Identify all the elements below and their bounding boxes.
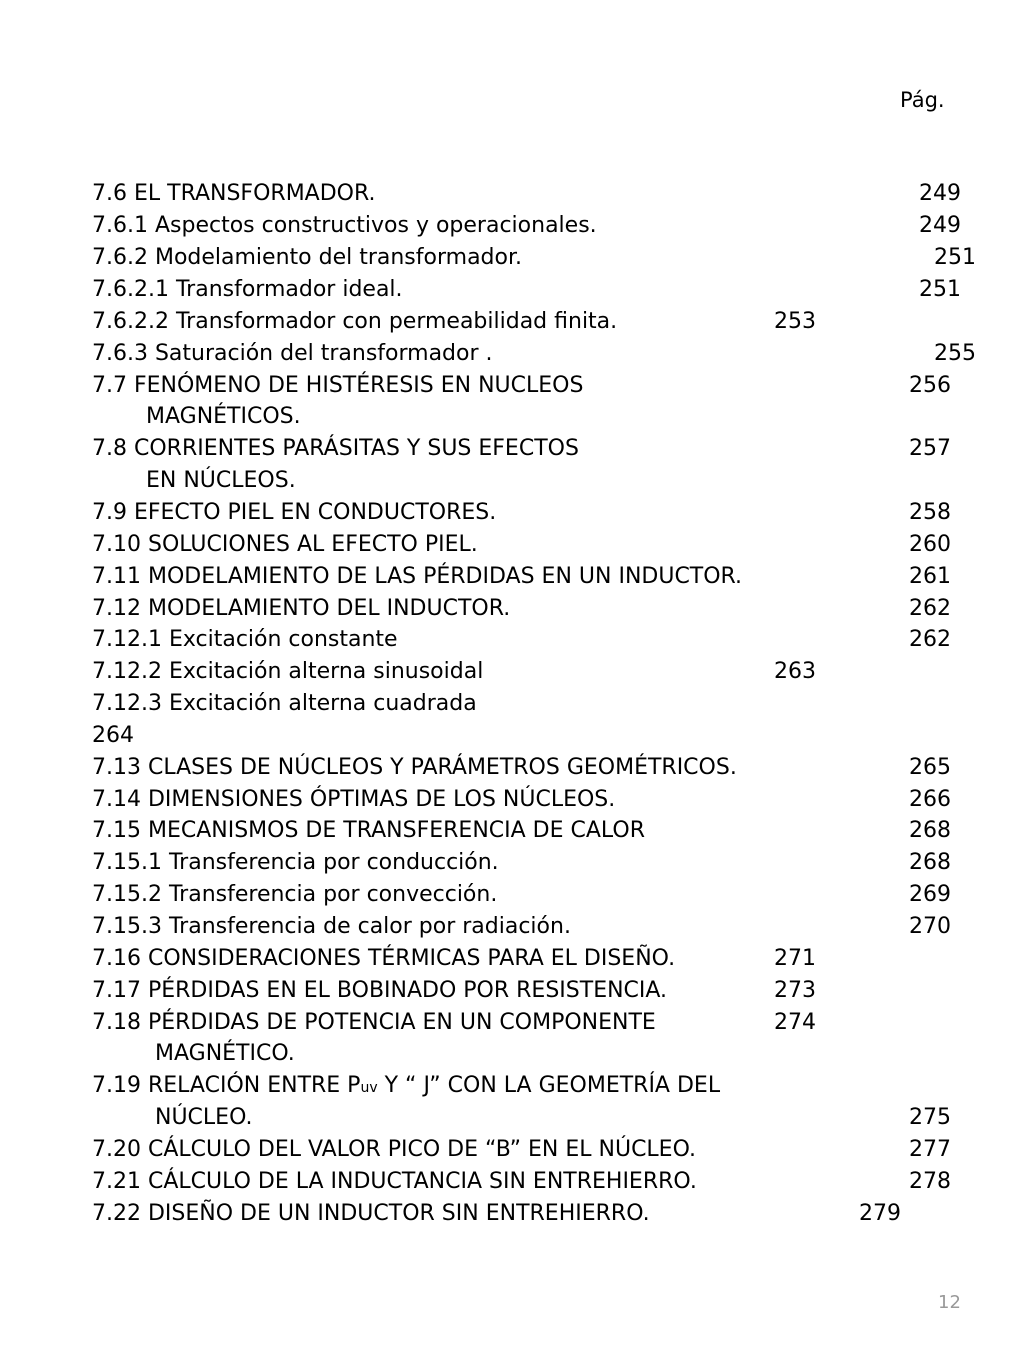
toc-entry-text: 7.13 CLASES DE NÚCLEOS Y PARÁMETROS GEOMÉTRICOS. [92,755,737,780]
toc-entry-text: 7.15 MECANISMOS DE TRANSFERENCIA DE CALOR [92,818,645,843]
toc-entry-text: 7.7 FENÓMENO DE HISTÉRESIS EN NUCLEOS [92,373,584,398]
toc-entry-page: 255 [934,341,976,366]
toc-entry-text: 7.18 PÉRDIDAS DE POTENCIA EN UN COMPONENTE [92,1010,656,1035]
toc-entry-page: 258 [909,500,951,525]
toc-entry-text: MAGNÉTICO. [155,1041,295,1066]
toc-entry-page: 256 [909,373,951,398]
toc-entry-page: 273 [774,978,816,1003]
toc-entry-page: 249 [919,213,961,238]
toc-entry-page: 277 [909,1137,951,1162]
toc-entry-page: 269 [909,882,951,907]
toc-entry-text: 7.22 DISEÑO DE UN INDUCTOR SIN ENTREHIERRO. [92,1201,650,1226]
toc-entry-text: MAGNÉTICOS. [146,404,301,429]
toc-entry-page: 262 [909,627,951,652]
toc-entry-page: 266 [909,787,951,812]
toc-entry-page: 262 [909,596,951,621]
toc-entry-text: 7.20 CÁLCULO DEL VALOR PICO DE “B” EN EL NÚCLEO. [92,1137,697,1162]
toc-entry-text: 7.16 CONSIDERACIONES TÉRMICAS PARA EL DISEÑO. [92,946,676,971]
toc-entry-text: NÚCLEO. [155,1105,253,1130]
toc-entry-page: 274 [774,1010,816,1035]
page-column-header: Pág. [900,88,945,112]
toc-entry-page: 265 [909,755,951,780]
toc-entry-text: 7.10 SOLUCIONES AL EFECTO PIEL. [92,532,478,557]
toc-entry-text: 7.12.1 Excitación constante [92,627,398,652]
toc-entry-text: 7.6.3 Saturación del transformador . [92,341,493,366]
toc-entry-page: 268 [909,818,951,843]
toc-entry-page: 251 [919,277,961,302]
subscript-text: uv [360,1080,378,1096]
toc-entry-text: 7.15.1 Transferencia por conducción. [92,850,499,875]
toc-entry-text: 7.12.2 Excitación alterna sinusoidal [92,659,484,684]
toc-entry-page: 251 [934,245,976,270]
toc-entry-text: 7.21 CÁLCULO DE LA INDUCTANCIA SIN ENTREHIERRO. [92,1169,697,1194]
toc-entry-page: 278 [909,1169,951,1194]
toc-entry-page: 261 [909,564,951,589]
toc-entry-text: 7.17 PÉRDIDAS EN EL BOBINADO POR RESISTENCIA. [92,978,668,1003]
toc-entry-page: 268 [909,850,951,875]
toc-entry-text: 7.15.2 Transferencia por convección. [92,882,498,907]
toc-entry-page: 275 [909,1105,951,1130]
toc-entry-text: 7.12 MODELAMIENTO DEL INDUCTOR. [92,596,511,621]
toc-entry-text-part: 7.19 RELACIÓN ENTRE P [92,1073,361,1098]
toc-entry-page: 271 [774,946,816,971]
toc-entry-text: 7.6.2.2 Transformador con permeabilidad finita. [92,309,618,334]
toc-entry-text: EN NÚCLEOS. [146,468,296,493]
toc-entry-page: 270 [909,914,951,939]
toc-entry-page: 263 [774,659,816,684]
toc-entry-page: 279 [859,1201,901,1226]
toc-entry-page: 260 [909,532,951,557]
toc-entry-text: 7.6.1 Aspectos constructivos y operacionales. [92,213,597,238]
toc-entry-text: 7.6.2.1 Transformador ideal. [92,277,403,302]
toc-entry-text: 7.8 CORRIENTES PARÁSITAS Y SUS EFECTOS [92,436,579,461]
toc-entry-text: 7.6 EL TRANSFORMADOR. [92,181,376,206]
toc-entry-text: 7.14 DIMENSIONES ÓPTIMAS DE LOS NÚCLEOS. [92,787,616,812]
toc-entry-page: 249 [919,181,961,206]
footer-page-number: 12 [938,1292,961,1313]
toc-entry-text-with-subscript [92,1072,720,1102]
toc-entry-text: 264 [92,723,134,748]
toc-entry-text-part: Y “ J” CON LA GEOMETRÍA DEL [377,1073,721,1098]
toc-entry-text: 7.12.3 Excitación alterna cuadrada [92,691,477,716]
toc-entry-text: 7.6.2 Modelamiento del transformador. [92,245,522,270]
toc-entry-text: 7.11 MODELAMIENTO DE LAS PÉRDIDAS EN UN INDUCTOR. [92,564,743,589]
toc-entry-text: 7.9 EFECTO PIEL EN CONDUCTORES. [92,500,497,525]
toc-entry-page: 257 [909,436,951,461]
toc-entry-page: 253 [774,309,816,334]
toc-entry-text: 7.15.3 Transferencia de calor por radiación. [92,914,571,939]
